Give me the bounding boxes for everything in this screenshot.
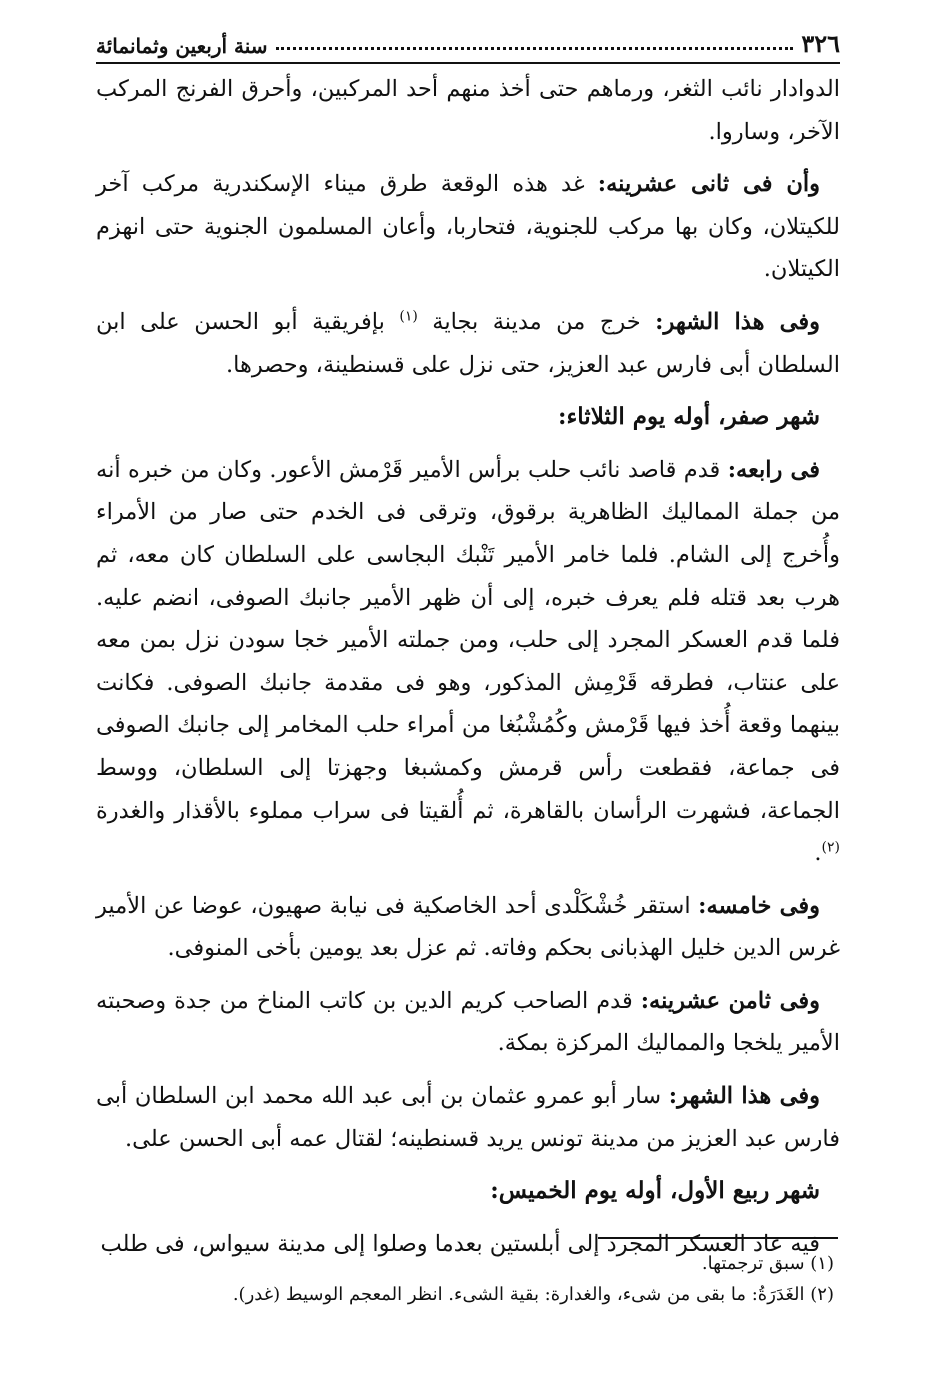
footnote-text: سبق ترجمتها.	[701, 1253, 811, 1274]
paragraph-lead: وفى هذا الشهر:	[668, 1083, 820, 1110]
section-heading-safar: شهر صفر، أوله يوم الثلاثاء:	[557, 403, 820, 431]
paragraph-lead: وفى هذا الشهر:	[655, 308, 821, 335]
paragraph-5	[96, 885, 840, 970]
paragraph-text: .	[814, 840, 822, 867]
paragraph-lead: وأن فى ثانى عشرينه:	[597, 171, 820, 198]
footnote-divider	[598, 1237, 838, 1239]
header-dot-leader	[276, 47, 794, 50]
paragraph-text: الدوادار نائب الثغر، ورماهم حتى أخذ منهم أحد المركبين، وأحرق الفرنج المركب الآخر، وساروا.	[96, 76, 840, 145]
paragraph-lead: وفى خامسه:	[698, 892, 820, 919]
main-text	[96, 68, 840, 1275]
paragraph-text: قدم قاصد نائب حلب برأس الأمير قَرْمش الأعور. وكان من خبره أنه من جملة المماليك الظاهرية برقوق، وترقى فى الخدم حتى صار من الأمراء وأُخرج إلى الشام. فلما خامر الأمير تَنْبك البجاسى على السلطان كان معه، ثم هرب بعد قتله فلم يعرف خبره، إلى أن ظهر الأمير جانبك الصوفى، انضم عليه. فلما قدم العسكر المجرد إلى حلب، ومن جملته الأمير خجا سودن نزل بمن معه على عنتاب، فطرقه قَرْمِش المذكور، وهو فى مقدمة جانبك الصوفى. فكانت بينهما وقعة أُخذ فيها قَرْمش وكُمُشْبُغا من أمراء حلب المخامر إلى جانبك الصوفى فى جماعة، فقطعت رأس قرمش وكمشبغا وجهزتا إلى السلطان، ووسط الجماعة، فشهرت الرأسان بالقاهرة، ثم أُلقيتا فى سراب مملوء بالأقذار والغدرة	[96, 456, 840, 824]
paragraph-text: استقر خُشْكَلْدى أحد الخاصكية فى نيابة صهيون، عوضا عن الأمير غرس الدين خليل الهذبانى بحكم وفاته. ثم عزل بعد يومين بأخى المنوفى.	[96, 892, 840, 962]
paragraph-4	[96, 449, 840, 875]
page-header	[96, 30, 840, 64]
footnote-mark: (١)	[810, 1253, 834, 1274]
footnote-ref-2[interactable]: (٢)	[821, 839, 840, 856]
paragraph-text: خرج من مدينة بجاية	[417, 308, 656, 335]
paragraph-text: فيه عاد العسكر المجرد إلى أبلستين بعدما وصلوا إلى مدينة سيواس، فى طلب	[100, 1230, 820, 1257]
footnote-ref-1[interactable]: (١)	[399, 308, 418, 325]
paragraph-text: غد هذه الوقعة طرق ميناء الإسكندرية مركب آخر للكيتلان، وكان بها مركب للجنوية، فتحاربا، وأعان المسلمون الجنوية حتى انهزم الكيتلان.	[96, 171, 840, 283]
footnote-1	[96, 1248, 840, 1279]
page-number: ٣٢٦	[801, 29, 840, 58]
paragraph-3	[96, 301, 840, 386]
footnotes	[96, 1248, 840, 1310]
paragraph-1	[96, 68, 840, 153]
section-heading-rabi-al-awwal: شهر ربيع الأول، أوله يوم الخميس:	[490, 1177, 820, 1205]
paragraph-text: قدم الصاحب كريم الدين بن كاتب المناخ من جدة وصحبته الأمير يلخجا والمماليك المركزة بمكة.	[96, 987, 840, 1057]
paragraph-6	[96, 980, 840, 1065]
paragraph-7	[96, 1075, 840, 1160]
paragraph-2	[96, 163, 840, 291]
running-title: سنة أربعين وثمانمائة	[96, 34, 268, 58]
paragraph-text: سار أبو عمرو عثمان بن أبى عبد الله محمد ابن السلطان أبى فارس عبد العزيز من مدينة تونس يريد قسنطينه؛ لقتال عمه أبى الحسن على.	[96, 1083, 840, 1152]
footnote-mark: (٢)	[810, 1284, 834, 1305]
footnote-2	[96, 1279, 840, 1310]
paragraph-lead: فى رابعه:	[727, 456, 820, 483]
paragraph-lead: وفى ثامن عشرينه:	[640, 987, 820, 1014]
footnote-text: الغَدَرَةُ: ما بقى من شىء، والغدارة: بقية الشىء. انظر المعجم الوسيط (غدر).	[232, 1284, 811, 1305]
paragraph-text: بإفريقية أبو الحسن على ابن السلطان أبى فارس عبد العزيز، حتى نزل على قسنطينة، وحصرها.	[96, 308, 840, 378]
